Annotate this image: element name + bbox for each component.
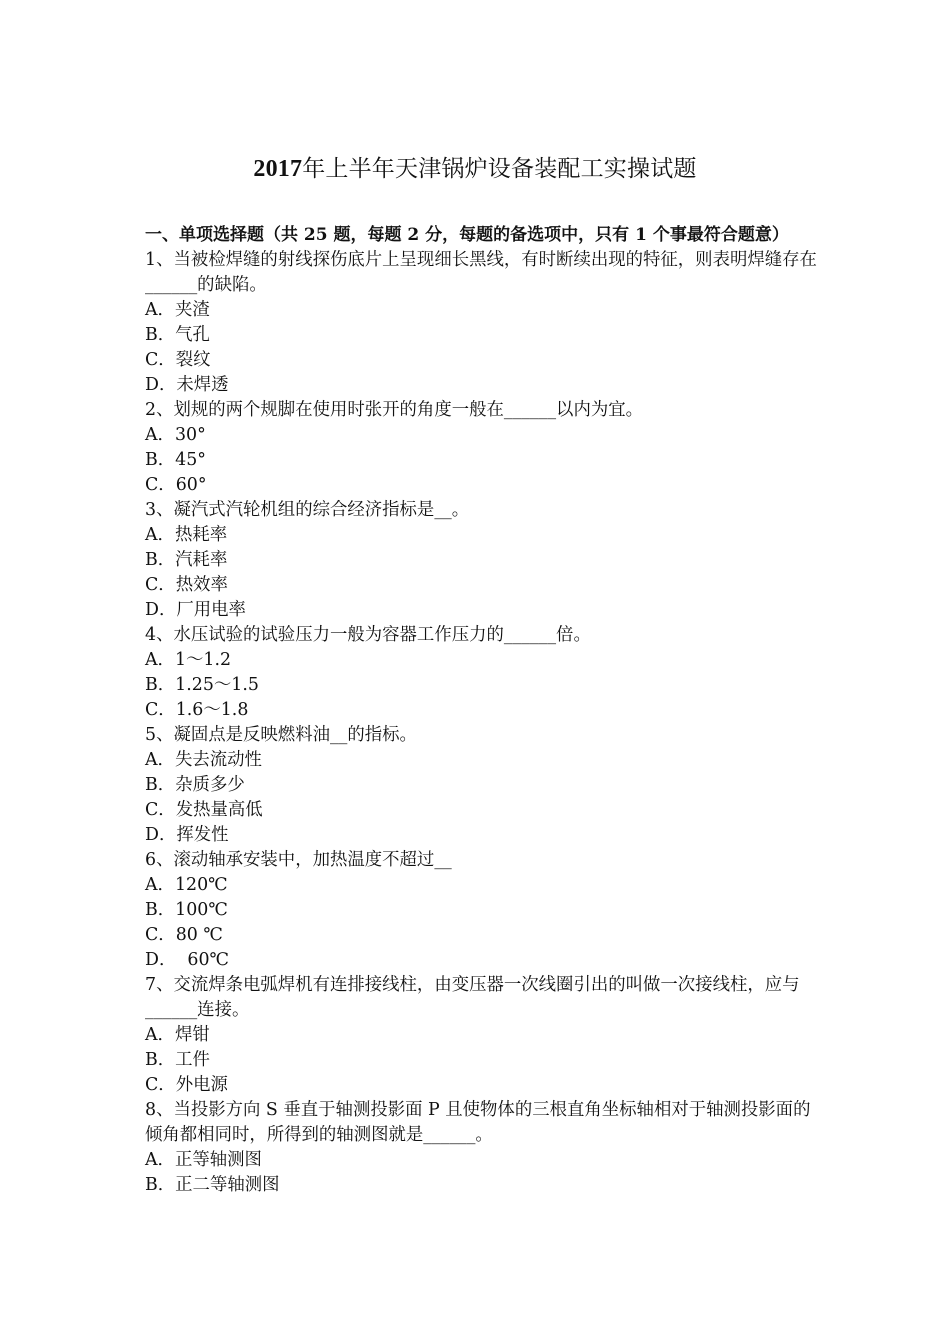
option-a: A．1～1.2 [145, 650, 232, 670]
section-heading: 一、单项选择题（共 25 题，每题 2 分，每题的备选项中，只有 1 个事最符合题意） [145, 225, 789, 245]
option-b: B．汽耗率 [145, 550, 228, 570]
question-stem: 2、划规的两个规脚在使用时张开的角度一般在______以内为宜。 [145, 400, 644, 420]
question-stem: 6、滚动轴承安装中，加热温度不超过__ [145, 850, 452, 870]
document-title [0, 152, 950, 186]
option-c: C．裂纹 [145, 350, 211, 370]
option-c: C．热效率 [145, 575, 228, 595]
question-stem: 1、当被检焊缝的射线探伤底片上呈现细长黑线，有时断续出现的特征，则表明焊缝存在______的缺陷。 [145, 250, 817, 295]
question-6 [145, 848, 820, 973]
option-d: D．厂用电率 [145, 600, 246, 620]
option-a: A．焊钳 [145, 1025, 210, 1045]
question-1 [145, 248, 820, 398]
document-body [145, 223, 820, 1198]
question-stem: 7、交流焊条电弧焊机有连排接线柱，由变压器一次线圈引出的叫做一次接线柱，应与______连接。 [145, 975, 800, 1020]
question-7 [145, 973, 820, 1098]
option-a: A．30° [145, 425, 206, 445]
option-d: D． 60℃ [145, 950, 229, 970]
option-d: D．未焊透 [145, 375, 229, 395]
question-stem: 5、凝固点是反映燃料油__的指标。 [145, 725, 417, 745]
option-b: B．1.25～1.5 [145, 675, 259, 695]
option-a: A．热耗率 [145, 525, 228, 545]
title-text: 年上半年天津锅炉设备装配工实操试题 [302, 156, 697, 182]
option-a: A．正等轴测图 [145, 1150, 262, 1170]
question-4 [145, 623, 820, 723]
option-c: C．1.6～1.8 [145, 700, 249, 720]
question-8 [145, 1098, 820, 1198]
question-5 [145, 723, 820, 848]
option-a: A．120℃ [145, 875, 228, 895]
question-stem: 3、凝汽式汽轮机组的综合经济指标是__。 [145, 500, 470, 520]
option-c: C．发热量高低 [145, 800, 263, 820]
option-a: A．失去流动性 [145, 750, 262, 770]
option-b: B．正二等轴测图 [145, 1175, 280, 1195]
option-b: B．杂质多少 [145, 775, 245, 795]
option-c: C．60° [145, 475, 207, 495]
option-b: B．45° [145, 450, 206, 470]
option-a: A．夹渣 [145, 300, 210, 320]
option-b: B．工件 [145, 1050, 210, 1070]
option-b: B．气孔 [145, 325, 210, 345]
question-stem: 4、水压试验的试验压力一般为容器工作压力的______倍。 [145, 625, 591, 645]
title-year: 2017 [253, 156, 303, 182]
option-c: C．外电源 [145, 1075, 228, 1095]
question-stem: 8、当投影方向 S 垂直于轴测投影面 P 且使物体的三根直角坐标轴相对于轴测投影面的倾角都相同时，所得到的轴测图就是______。 [145, 1100, 811, 1145]
option-b: B．100℃ [145, 900, 228, 920]
option-d: D．挥发性 [145, 825, 229, 845]
question-3 [145, 498, 820, 623]
question-2 [145, 398, 820, 498]
option-c: C．80 ℃ [145, 925, 223, 945]
